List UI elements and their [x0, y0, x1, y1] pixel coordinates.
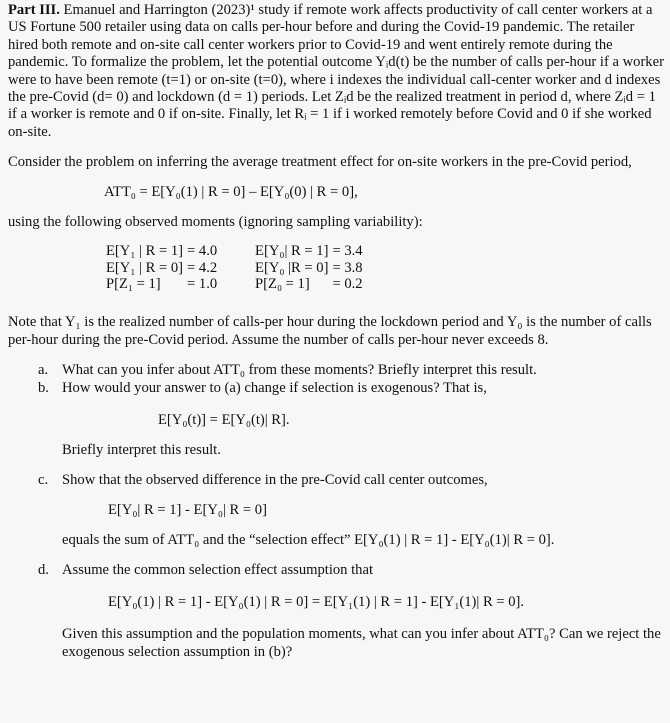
question-marker: d.: [38, 561, 49, 578]
moment-row: [106, 243, 378, 260]
question-c: [8, 471, 666, 549]
moment-row: [106, 260, 378, 277]
question-list: [8, 361, 666, 661]
moment-value: = 0.2: [332, 276, 363, 293]
moment-value: = 3.8: [332, 259, 363, 276]
question-marker: a.: [38, 361, 49, 378]
moment-value: = 3.4: [332, 243, 363, 260]
exogenous-equation: E[Y₀(t)] = E[Y₀(t)| R].: [158, 411, 290, 428]
difference-equation: E[Y₀| R = 1] - E[Y₀| R = 0]: [108, 501, 267, 518]
moment-lhs: E[Y₁ | R = 0]: [106, 259, 184, 276]
moment-lhs: P[Z₁ = 1]: [106, 276, 161, 293]
question-a: [8, 361, 666, 379]
question-tail: Given this assumption and the population moments, what can you infer about ATT₀? Can we reject the exogenous selection assumption in (b)?: [62, 625, 661, 660]
question-text: How would your answer to (a) change if selection is exogenous? That is,: [62, 379, 487, 396]
moment-lhs: E[Y₀| R = 1]: [255, 243, 329, 260]
consider-paragraph: Consider the problem on inferring the average treatment effect for on-site workers in the pre-Covid period,: [8, 154, 632, 171]
question-b: [8, 379, 666, 459]
moments-table: [106, 243, 378, 293]
moment-row: [106, 276, 378, 293]
moment-value: = 4.2: [187, 259, 218, 276]
question-text: Show that the observed difference in the pre-Covid call center outcomes,: [62, 471, 488, 488]
note-paragraph: Note that Y₁ is the realized number of calls-per hour during the lockdown period and Y₀ is the number of calls per-hour during the pre-Covid period. Assume the number of calls per-hour never exceeds 8.: [8, 313, 652, 348]
question-tail: Briefly interpret this result.: [62, 441, 221, 458]
question-tail: equals the sum of ATT₀ and the “selection effect” E[Y₀(1) | R = 1] - E[Y₀(1)| R = 0].: [62, 531, 555, 548]
question-text: Assume the common selection effect assumption that: [62, 561, 373, 578]
question-d: [8, 561, 666, 661]
moment-lhs: E[Y₁ | R = 1]: [106, 243, 184, 260]
question-marker: c.: [38, 471, 49, 488]
part-heading: Part III.: [8, 2, 60, 18]
intro-text: Emanuel and Harrington (2023)¹ study if remote work affects productivity of call center workers at a US Fortune 500 retailer using data on calls per-hour before and during the Covid-19 pandemic. The retailer hired both remote and on-site call center workers prior to Covid-19 and went entirely remote during the pandemic. To formalize the problem, let the potential outcome Yᵢd(t) be the number of calls per-hour if a worker were to have been remote (t=1) or on-site (t=0), where i indexes the individual call-center worker and d indexes the pre-Covid (d= 0) and lockdown (d = 1) periods. Let Zᵢd be the realized treatment in period d, where Zᵢd = 1 if a worker is remote and 0 if on-site. Finally, let Rᵢ = 1 if i worked remotely before Covid and 0 if she worked on-site.: [8, 2, 664, 140]
question-text: What can you infer about ATT₀ from these moments? Briefly interpret this result.: [62, 361, 537, 378]
att-equation: ATT₀ = E[Y₀(1) | R = 0] – E[Y₀(0) | R = 0],: [104, 184, 358, 201]
moment-lhs: P[Z₀ = 1]: [255, 276, 310, 293]
moment-lhs: E[Y₀ |R = 0]: [255, 259, 329, 276]
moment-value: = 1.0: [187, 276, 218, 293]
common-selection-equation: E[Y₀(1) | R = 1] - E[Y₀(1) | R = 0] = E[Y₁(1) | R = 1] - E[Y₁(1)| R = 0].: [108, 593, 525, 610]
question-marker: b.: [38, 379, 49, 396]
using-paragraph: using the following observed moments (ignoring sampling variability):: [8, 214, 423, 231]
moment-value: = 4.0: [187, 243, 218, 260]
intro-paragraph: [8, 0, 666, 141]
